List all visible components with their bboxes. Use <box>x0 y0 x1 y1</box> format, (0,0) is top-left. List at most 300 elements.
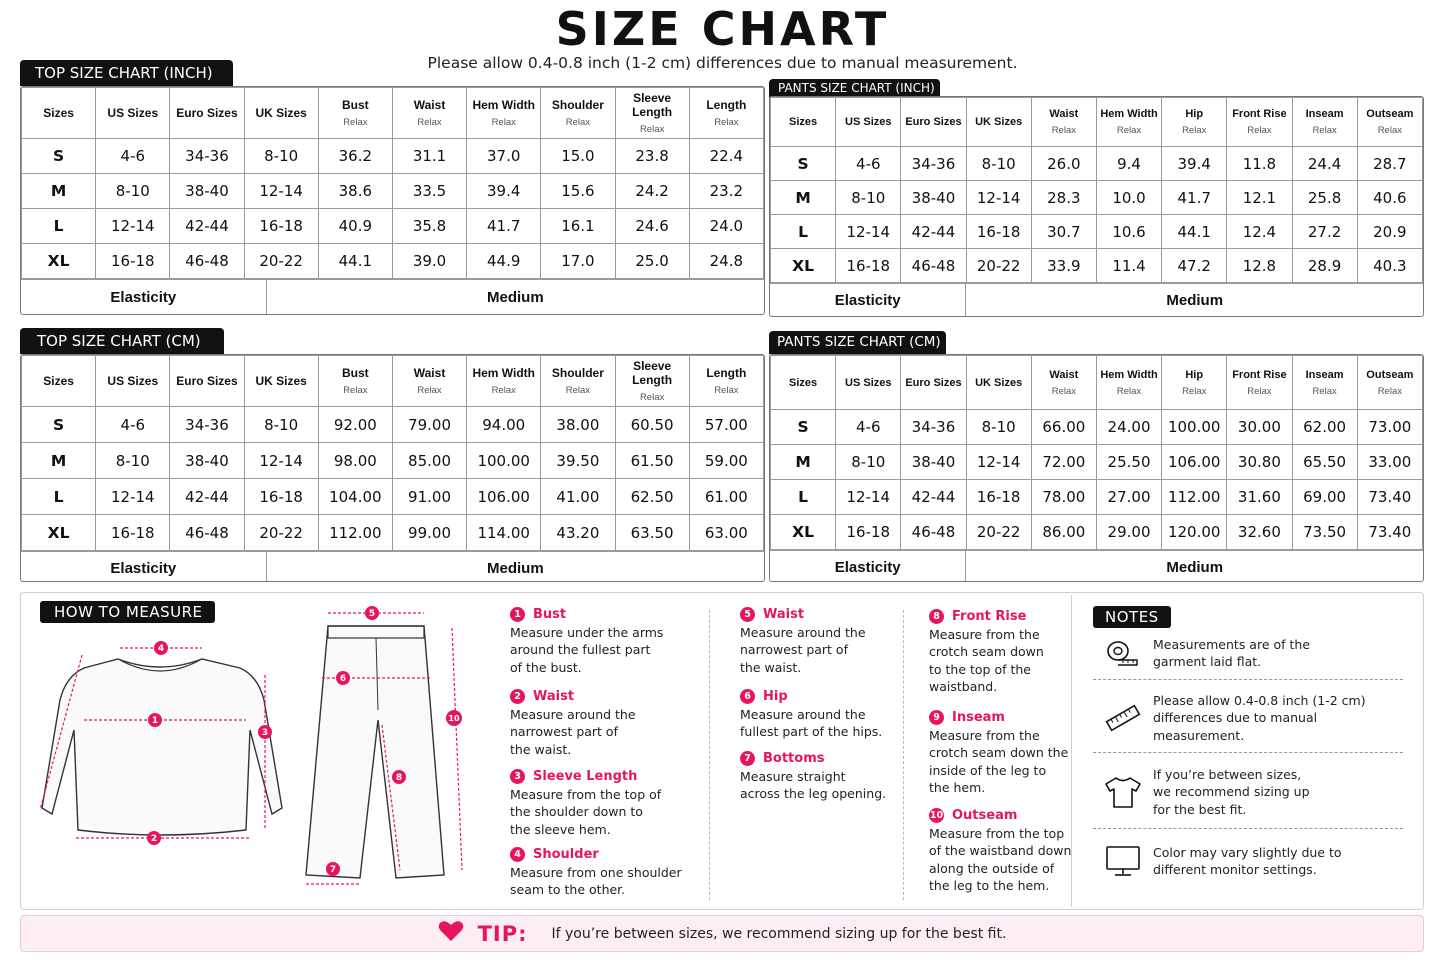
table-cell: 34-36 <box>170 139 244 174</box>
measure-step <box>510 606 663 676</box>
size-cell: S <box>771 147 836 181</box>
table-cell: 12-14 <box>244 443 318 479</box>
table-cell: 12-14 <box>836 215 901 249</box>
step-description-line: Measure from the top <box>929 825 1065 841</box>
column-header-label: US Sizes <box>107 106 159 120</box>
top-cm-tag: TOP SIZE CHART (CM) <box>20 328 224 354</box>
column-header <box>467 88 541 139</box>
header-row <box>22 88 764 139</box>
table-cell: 8-10 <box>96 443 170 479</box>
step-description-line: crotch seam down <box>929 644 1044 659</box>
column-header <box>615 88 689 139</box>
step-title: Shoulder <box>533 847 599 862</box>
column-header <box>966 98 1031 147</box>
column-header <box>318 356 392 407</box>
step-number-badge: 2 <box>510 689 525 704</box>
table-cell: 9.4 <box>1096 147 1161 181</box>
table-cell: 23.8 <box>615 139 689 174</box>
table-cell: 30.80 <box>1227 445 1292 480</box>
table-cell: 23.2 <box>689 174 763 209</box>
column-header <box>836 98 901 147</box>
measure-step <box>510 846 682 899</box>
elasticity-row <box>21 551 764 582</box>
table-cell: 35.8 <box>392 209 466 244</box>
top-inch-table <box>20 86 765 315</box>
note-text: Measurements are of the garment laid flat. <box>1153 636 1311 669</box>
step-description-line: around the fullest part <box>510 642 651 657</box>
note-item <box>1093 840 1403 882</box>
table-cell: 40.9 <box>318 209 392 244</box>
step-description-line: narrowest part of <box>740 642 848 657</box>
table-cell: 16-18 <box>836 515 901 550</box>
size-cell: XL <box>771 249 836 283</box>
note-separator <box>1093 752 1403 753</box>
table-row <box>22 174 764 209</box>
table-row <box>771 480 1423 515</box>
column-header-sub: Relax <box>639 124 665 135</box>
note-text: Color may vary slightly due to different monitor settings. <box>1153 844 1342 877</box>
note-separator <box>1093 679 1403 680</box>
table-cell: 39.0 <box>392 244 466 279</box>
table-cell: 8-10 <box>966 410 1031 445</box>
measure-step <box>740 750 886 803</box>
table-cell: 24.00 <box>1096 410 1161 445</box>
elasticity-label: Elasticity <box>21 552 266 583</box>
tip-banner <box>20 915 1424 952</box>
table-cell: 28.3 <box>1031 181 1096 215</box>
table-cell: 94.00 <box>467 407 541 443</box>
table-cell: 29.00 <box>1096 515 1161 550</box>
table-cell: 11.4 <box>1096 249 1161 283</box>
column-header-label: Outseam <box>1366 368 1414 381</box>
column-header-label: Front Rise <box>1232 368 1287 381</box>
step-description-line: fullest part of the hips. <box>740 724 883 739</box>
table-cell: 31.60 <box>1227 480 1292 515</box>
table-cell: 16-18 <box>244 209 318 244</box>
pants-outline <box>306 626 444 878</box>
column-header <box>244 88 318 139</box>
table-row <box>22 209 764 244</box>
step-description-line: Measure around the <box>510 706 636 722</box>
table-cell: 12-14 <box>244 174 318 209</box>
step-divider <box>903 610 904 900</box>
tape-measure-icon <box>1093 639 1153 667</box>
table-cell: 46-48 <box>901 249 966 283</box>
step-description-line: seam to the other. <box>510 882 626 897</box>
header-row <box>22 356 764 407</box>
column-header-sub: Relax <box>1051 125 1076 136</box>
table-cell: 22.4 <box>689 139 763 174</box>
elasticity-label: Elasticity <box>770 551 966 583</box>
table-cell: 106.00 <box>1162 445 1227 480</box>
column-header-label: Euro Sizes <box>176 374 238 388</box>
measure-step <box>740 688 882 741</box>
table-cell: 44.1 <box>318 244 392 279</box>
table-cell: 8-10 <box>836 181 901 215</box>
step-number-badge: 7 <box>740 751 755 766</box>
table-cell: 30.7 <box>1031 215 1096 249</box>
column-header-label: Euro Sizes <box>905 116 962 128</box>
measure-step-heading <box>510 688 636 706</box>
table-cell: 41.7 <box>1162 181 1227 215</box>
pants-illustration <box>300 600 480 890</box>
step-number-badge: 9 <box>929 710 944 725</box>
table-cell: 59.00 <box>689 443 763 479</box>
elasticity-label: Elasticity <box>21 280 266 316</box>
size-cell: M <box>22 443 96 479</box>
size-cell: XL <box>22 244 96 279</box>
header-row <box>771 98 1423 147</box>
table-row <box>771 181 1423 215</box>
note-text: Please allow 0.4-0.8 inch (1-2 cm) differences due to manual measurement. <box>1153 692 1366 743</box>
table-cell: 20-22 <box>966 249 1031 283</box>
column-header <box>836 356 901 410</box>
step-description-line: inside of the leg to <box>929 762 1047 778</box>
measure-step <box>929 807 1071 895</box>
size-cell: S <box>22 139 96 174</box>
size-cell: L <box>771 480 836 515</box>
heart-icon <box>438 920 464 947</box>
table-cell: 38-40 <box>170 174 244 209</box>
table-cell: 16-18 <box>966 480 1031 515</box>
column-header-label: Hip <box>1185 108 1204 120</box>
step-description-line: of the bust. <box>510 659 582 675</box>
step-description-line: waistband. <box>929 679 998 694</box>
step-description-line: the waist. <box>510 741 572 757</box>
table-cell: 61.00 <box>689 479 763 515</box>
size-grid <box>21 355 764 551</box>
table-cell: 38.00 <box>541 407 615 443</box>
table-cell: 12.8 <box>1227 249 1292 283</box>
column-header-sub: Relax <box>343 117 368 128</box>
table-cell: 42-44 <box>170 479 244 515</box>
table-cell: 28.7 <box>1357 147 1422 181</box>
size-cell: M <box>22 174 96 209</box>
size-cell: M <box>771 445 836 480</box>
step-number-badge: 4 <box>510 847 525 862</box>
column-header <box>22 356 96 407</box>
table-cell: 40.3 <box>1357 249 1422 283</box>
tip-label: TIP: <box>477 921 528 946</box>
elasticity-row <box>21 279 764 315</box>
table-cell: 12-14 <box>966 445 1031 480</box>
step-description-line: the hem. <box>929 780 986 795</box>
table-cell: 33.9 <box>1031 249 1096 283</box>
step-description-line: Measure around the <box>740 706 866 722</box>
column-header-label: Sizes <box>789 116 818 128</box>
table-cell: 4-6 <box>836 410 901 445</box>
table-row <box>22 443 764 479</box>
table-cell: 112.00 <box>1162 480 1227 515</box>
column-header <box>615 356 689 407</box>
column-header-sub: Relax <box>1116 125 1142 136</box>
column-header-sub: Relax <box>1182 125 1207 136</box>
table-cell: 20-22 <box>244 515 318 551</box>
table-cell: 12-14 <box>96 209 170 244</box>
table-cell: 28.9 <box>1292 249 1357 283</box>
column-header-label: Waist <box>413 98 446 112</box>
table-cell: 120.00 <box>1162 515 1227 550</box>
column-header-label: Inseam <box>1305 108 1344 120</box>
column-header <box>1292 98 1357 147</box>
notes-divider <box>1071 595 1072 907</box>
table-cell: 60.50 <box>615 407 689 443</box>
table-row <box>771 147 1423 181</box>
table-cell: 24.4 <box>1292 147 1357 181</box>
table-cell: 20-22 <box>244 244 318 279</box>
table-cell: 10.6 <box>1096 215 1161 249</box>
measure-step-heading <box>740 750 886 768</box>
step-number-badge: 8 <box>929 609 944 624</box>
table-cell: 47.2 <box>1162 249 1227 283</box>
table-cell: 20.9 <box>1357 215 1422 249</box>
table-cell: 16-18 <box>836 249 901 283</box>
table-cell: 63.50 <box>615 515 689 551</box>
column-header-sub: Relax <box>565 385 591 396</box>
column-header-label: Front Rise <box>1232 108 1287 120</box>
measure-step-heading <box>740 606 866 624</box>
measure-step-heading <box>510 768 661 786</box>
column-header <box>96 356 170 407</box>
table-row <box>771 410 1423 445</box>
measure-step <box>929 608 1044 696</box>
table-cell: 25.50 <box>1096 445 1161 480</box>
column-header <box>689 356 763 407</box>
column-header-label: UK Sizes <box>255 374 307 388</box>
table-cell: 37.0 <box>467 139 541 174</box>
table-cell: 11.8 <box>1227 147 1292 181</box>
table-cell: 42-44 <box>901 215 966 249</box>
table-cell: 27.2 <box>1292 215 1357 249</box>
step-description-line: Measure around the <box>740 624 866 640</box>
table-cell: 112.00 <box>318 515 392 551</box>
table-cell: 42-44 <box>901 480 966 515</box>
column-header-label: Hip <box>1185 368 1204 381</box>
table-cell: 24.8 <box>689 244 763 279</box>
table-cell: 100.00 <box>467 443 541 479</box>
table-cell: 73.50 <box>1292 515 1357 550</box>
column-header-sub: Relax <box>491 117 516 128</box>
elasticity-value: Medium <box>966 551 1423 583</box>
step-number-badge: 6 <box>740 689 755 704</box>
column-header <box>966 356 1031 410</box>
column-header-sub: Relax <box>714 117 739 128</box>
table-cell: 25.8 <box>1292 181 1357 215</box>
note-item <box>1093 632 1403 674</box>
table-cell: 16.1 <box>541 209 615 244</box>
table-cell: 39.50 <box>541 443 615 479</box>
table-cell: 34-36 <box>901 410 966 445</box>
column-header <box>689 88 763 139</box>
table-cell: 33.00 <box>1357 445 1422 480</box>
size-cell: S <box>771 410 836 445</box>
ruler-icon <box>1093 704 1153 732</box>
marker-5-label: 5 <box>368 609 376 619</box>
column-header <box>901 356 966 410</box>
elasticity-row <box>770 550 1423 582</box>
monitor-icon <box>1093 844 1153 878</box>
table-cell: 99.00 <box>392 515 466 551</box>
step-description-line: the sleeve hem. <box>510 821 611 837</box>
table-cell: 15.0 <box>541 139 615 174</box>
column-header-label: US Sizes <box>845 116 892 128</box>
outseam-measure-line-10 <box>452 628 462 870</box>
table-cell: 106.00 <box>467 479 541 515</box>
column-header-sub: Relax <box>1377 125 1402 136</box>
column-header-label: Hem Width <box>472 98 535 112</box>
column-header-sub: Relax <box>417 117 442 128</box>
table-cell: 12-14 <box>836 480 901 515</box>
step-number-badge: 1 <box>510 607 525 622</box>
table-cell: 63.00 <box>689 515 763 551</box>
size-cell: L <box>771 215 836 249</box>
column-header <box>467 356 541 407</box>
column-header-label: Waist <box>1049 368 1079 381</box>
column-header <box>771 356 836 410</box>
pants-inch-tag: PANTS SIZE CHART (INCH) <box>769 79 940 98</box>
table-cell: 72.00 <box>1031 445 1096 480</box>
tip-text: If you’re between sizes, we recommend sizing up for the best fit. <box>551 925 1007 942</box>
size-cell: L <box>22 479 96 515</box>
table-cell: 69.00 <box>1292 480 1357 515</box>
table-cell: 92.00 <box>318 407 392 443</box>
column-header <box>901 98 966 147</box>
table-cell: 32.60 <box>1227 515 1292 550</box>
step-divider <box>709 610 710 900</box>
column-header-sub: Relax <box>1312 125 1337 136</box>
step-number-badge: 5 <box>740 607 755 622</box>
table-cell: 24.0 <box>689 209 763 244</box>
note-separator <box>1093 828 1403 829</box>
table-cell: 16-18 <box>96 244 170 279</box>
column-header-label: Waist <box>413 366 446 380</box>
table-cell: 62.50 <box>615 479 689 515</box>
step-title: Bust <box>533 607 567 622</box>
column-header-label: US Sizes <box>845 376 892 389</box>
column-header <box>1292 356 1357 410</box>
table-cell: 38-40 <box>901 445 966 480</box>
table-cell: 4-6 <box>836 147 901 181</box>
column-header-label: Euro Sizes <box>176 106 238 120</box>
column-header-label: Sizes <box>43 106 74 120</box>
step-description-line: of the waistband down <box>929 843 1072 858</box>
column-header <box>318 88 392 139</box>
table-cell: 46-48 <box>170 244 244 279</box>
table-cell: 26.0 <box>1031 147 1096 181</box>
size-grid <box>770 355 1423 550</box>
table-cell: 27.00 <box>1096 480 1161 515</box>
column-header-sub: Relax <box>1182 385 1207 397</box>
page-title: SIZE CHART <box>555 2 890 56</box>
column-header-label: Length <box>706 366 747 380</box>
table-cell: 61.50 <box>615 443 689 479</box>
note-item <box>1093 764 1403 820</box>
step-description-line: the waist. <box>740 659 802 675</box>
size-cell: XL <box>22 515 96 551</box>
top-garment-illustration <box>40 630 290 855</box>
measure-step-heading <box>510 846 682 864</box>
table-cell: 17.0 <box>541 244 615 279</box>
measure-step <box>510 688 636 758</box>
table-cell: 36.2 <box>318 139 392 174</box>
table-cell: 25.0 <box>615 244 689 279</box>
table-cell: 91.00 <box>392 479 466 515</box>
column-header <box>96 88 170 139</box>
table-cell: 16-18 <box>96 515 170 551</box>
measure-step-heading <box>929 807 1071 825</box>
table-cell: 100.00 <box>1162 410 1227 445</box>
table-cell: 12-14 <box>96 479 170 515</box>
table-cell: 66.00 <box>1031 410 1096 445</box>
step-number-badge: 10 <box>929 808 944 823</box>
table-row <box>22 407 764 443</box>
column-header-sub: Relax <box>714 385 739 396</box>
step-title: Hip <box>763 689 788 704</box>
column-header-sub: Relax <box>417 385 442 396</box>
table-cell: 104.00 <box>318 479 392 515</box>
step-description-line: narrowest part of <box>510 724 618 739</box>
column-header <box>1031 98 1096 147</box>
table-cell: 78.00 <box>1031 480 1096 515</box>
column-header-label: Shoulder <box>551 98 604 112</box>
table-cell: 8-10 <box>966 147 1031 181</box>
column-header <box>244 356 318 407</box>
step-description-line: to the top of the <box>929 661 1032 677</box>
table-cell: 8-10 <box>836 445 901 480</box>
column-header-sub: Relax <box>1247 385 1272 397</box>
column-header-sub: Relax <box>491 385 516 396</box>
step-description-line: Measure from one shoulder <box>510 864 682 880</box>
table-row <box>22 515 764 551</box>
column-header-sub: Relax <box>565 117 591 128</box>
table-cell: 46-48 <box>901 515 966 550</box>
column-header-label: Sizes <box>789 376 818 389</box>
column-header-label: Outseam <box>1366 108 1414 120</box>
column-header-label: Bust <box>342 98 369 112</box>
table-row <box>771 515 1423 550</box>
step-description-line: Measure from the <box>929 626 1040 642</box>
column-header <box>392 88 466 139</box>
table-cell: 38-40 <box>170 443 244 479</box>
table-cell: 38.6 <box>318 174 392 209</box>
column-header-sub: Relax <box>639 392 665 403</box>
measure-step <box>510 768 661 838</box>
column-header-label: Hem Width <box>1100 108 1158 120</box>
column-header <box>541 356 615 407</box>
table-cell: 12.1 <box>1227 181 1292 215</box>
column-header <box>22 88 96 139</box>
column-header <box>1357 98 1422 147</box>
notes-tag: NOTES <box>1093 606 1171 628</box>
column-header-sub: Relax <box>1051 385 1076 397</box>
table-cell: 39.4 <box>1162 147 1227 181</box>
table-cell: 31.1 <box>392 139 466 174</box>
column-header <box>1096 98 1161 147</box>
size-cell: L <box>22 209 96 244</box>
column-header <box>771 98 836 147</box>
table-cell: 38-40 <box>901 181 966 215</box>
column-header <box>541 88 615 139</box>
table-cell: 12.4 <box>1227 215 1292 249</box>
marker-4-label: 4 <box>157 644 165 654</box>
table-cell: 57.00 <box>689 407 763 443</box>
column-header <box>170 356 244 407</box>
step-description-line: across the leg opening. <box>740 786 887 801</box>
table-cell: 98.00 <box>318 443 392 479</box>
top-inch-tag: TOP SIZE CHART (INCH) <box>20 60 233 86</box>
step-title: Front Rise <box>952 609 1027 624</box>
pants-cm-tag: PANTS SIZE CHART (CM) <box>769 331 946 354</box>
